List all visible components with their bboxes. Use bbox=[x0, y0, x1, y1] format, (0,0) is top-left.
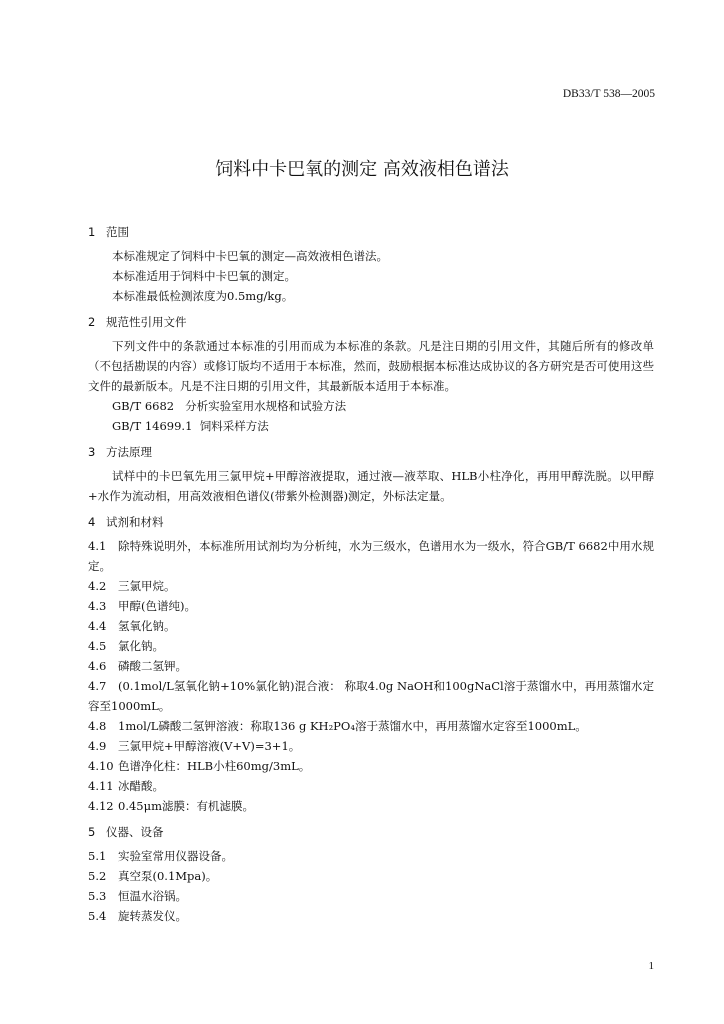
item-number: 4.4 bbox=[88, 619, 107, 633]
item-number: 4.6 bbox=[88, 659, 107, 673]
list-item bbox=[88, 886, 654, 906]
section-title: 试剂和材料 bbox=[106, 515, 164, 529]
list-item bbox=[88, 676, 654, 716]
item-text: 氯化钠。 bbox=[118, 639, 164, 653]
item-text: 1mol/L磷酸二氢钾溶液：称取136 g KH₂PO₄溶于蒸馏水中，再用蒸馏水定容至1000mL。 bbox=[118, 719, 587, 733]
list-item bbox=[88, 796, 654, 816]
item-number: 4.2 bbox=[88, 579, 107, 593]
item-number: 4.12 bbox=[88, 799, 114, 813]
list-item bbox=[88, 756, 654, 776]
document-title: 饲料中卡巴氧的测定 高效液相色谱法 bbox=[215, 159, 509, 180]
item-number: 4.1 bbox=[88, 539, 107, 553]
item-number: 4.3 bbox=[88, 599, 107, 613]
paragraph: 本标准最低检测浓度为0.5mg/kg。 bbox=[112, 289, 294, 303]
list-item bbox=[88, 636, 654, 656]
item-text: 0.45μm滤膜：有机滤膜。 bbox=[118, 799, 254, 813]
item-number: 5.4 bbox=[88, 909, 107, 923]
item-number: 5.1 bbox=[88, 849, 107, 863]
section-heading bbox=[88, 442, 654, 462]
section-heading bbox=[88, 822, 654, 842]
item-text: 氢氧化钠。 bbox=[118, 619, 176, 633]
item-number: 4.5 bbox=[88, 639, 107, 653]
list-item bbox=[88, 846, 654, 866]
paragraph: 本标准适用于饲料中卡巴氧的测定。 bbox=[112, 269, 296, 283]
standard-code: DB33/T 538—2005 bbox=[562, 88, 655, 100]
item-text: 恒温水浴锅。 bbox=[118, 889, 187, 903]
item-number: 4.9 bbox=[88, 739, 107, 753]
section-heading bbox=[88, 512, 654, 532]
item-text: 除特殊说明外，本标准所用试剂均为分析纯，水为三级水，色谱用水为一级水，符合GB/T 6682中用水规定。 bbox=[88, 539, 654, 573]
list-item bbox=[88, 596, 654, 616]
section-title: 范围 bbox=[106, 225, 129, 239]
section-number: 4 bbox=[88, 515, 96, 529]
item-number: 4.7 bbox=[88, 679, 107, 693]
item-text: 色谱净化柱：HLB小柱60mg/3mL。 bbox=[118, 759, 311, 773]
page-number: 1 bbox=[648, 960, 654, 972]
item-text: 冰醋酸。 bbox=[118, 779, 164, 793]
section-number: 5 bbox=[88, 825, 96, 839]
section-title: 方法原理 bbox=[106, 445, 152, 459]
paragraph: 本标准规定了饲料中卡巴氧的测定—高效液相色谱法。 bbox=[112, 249, 388, 263]
section-number: 2 bbox=[88, 315, 96, 329]
section-number: 3 bbox=[88, 445, 96, 459]
item-number: 4.10 bbox=[88, 759, 114, 773]
list-item bbox=[88, 736, 654, 756]
section-heading bbox=[88, 312, 654, 332]
paragraph: 下列文件中的条款通过本标准的引用而成为本标准的条款。凡是注日期的引用文件，其随后所有的修改单（不包括勘误的内容）或修订版均不适用于本标准，然而，鼓励根据本标准达成协议的各方研究是否可使用这些文件的最新版本。凡是不注日期的引用文件，其最新版本适用于本标准。 bbox=[88, 339, 654, 393]
item-text: 磷酸二氢钾。 bbox=[118, 659, 187, 673]
list-item bbox=[88, 576, 654, 596]
item-text: 三氯甲烷+甲醇溶液(V+V)=3+1。 bbox=[118, 739, 301, 753]
item-number: 5.3 bbox=[88, 889, 107, 903]
item-text: 旋转蒸发仪。 bbox=[118, 909, 187, 923]
item-number: 5.2 bbox=[88, 869, 107, 883]
list-item bbox=[88, 656, 654, 676]
list-item bbox=[88, 536, 654, 576]
paragraph: 试样中的卡巴氧先用三氯甲烷+甲醇溶液提取，通过液—液萃取、HLB小柱净化，再用甲醇洗脱。以甲醇+水作为流动相，用高效液相色谱仪(带紫外检测器)测定，外标法定量。 bbox=[88, 469, 654, 503]
list-item bbox=[88, 716, 654, 736]
section-title: 规范性引用文件 bbox=[106, 315, 187, 329]
item-text: 三氯甲烷。 bbox=[118, 579, 176, 593]
item-number: 4.8 bbox=[88, 719, 107, 733]
section-heading bbox=[88, 222, 654, 242]
reference-item: GB/T 6682 分析实验室用水规格和试验方法 bbox=[112, 399, 347, 413]
section-number: 1 bbox=[88, 225, 96, 239]
item-text: 甲醇(色谱纯)。 bbox=[118, 599, 196, 613]
item-text: (0.1mol/L氢氧化钠+10%氯化钠)混合液： 称取4.0g NaOH和100gNaCl溶于蒸馏水中，再用蒸馏水定容至1000mL。 bbox=[88, 679, 654, 713]
reference-item: GB/T 14699.1 饲料采样方法 bbox=[112, 419, 269, 433]
list-item bbox=[88, 776, 654, 796]
item-text: 真空泵(0.1Mpa)。 bbox=[118, 869, 218, 883]
section-title: 仪器、设备 bbox=[106, 825, 164, 839]
list-item bbox=[88, 616, 654, 636]
item-text: 实验室常用仪器设备。 bbox=[118, 849, 233, 863]
list-item bbox=[88, 866, 654, 886]
item-number: 4.11 bbox=[88, 779, 114, 793]
document-body bbox=[88, 222, 654, 926]
list-item bbox=[88, 906, 654, 926]
